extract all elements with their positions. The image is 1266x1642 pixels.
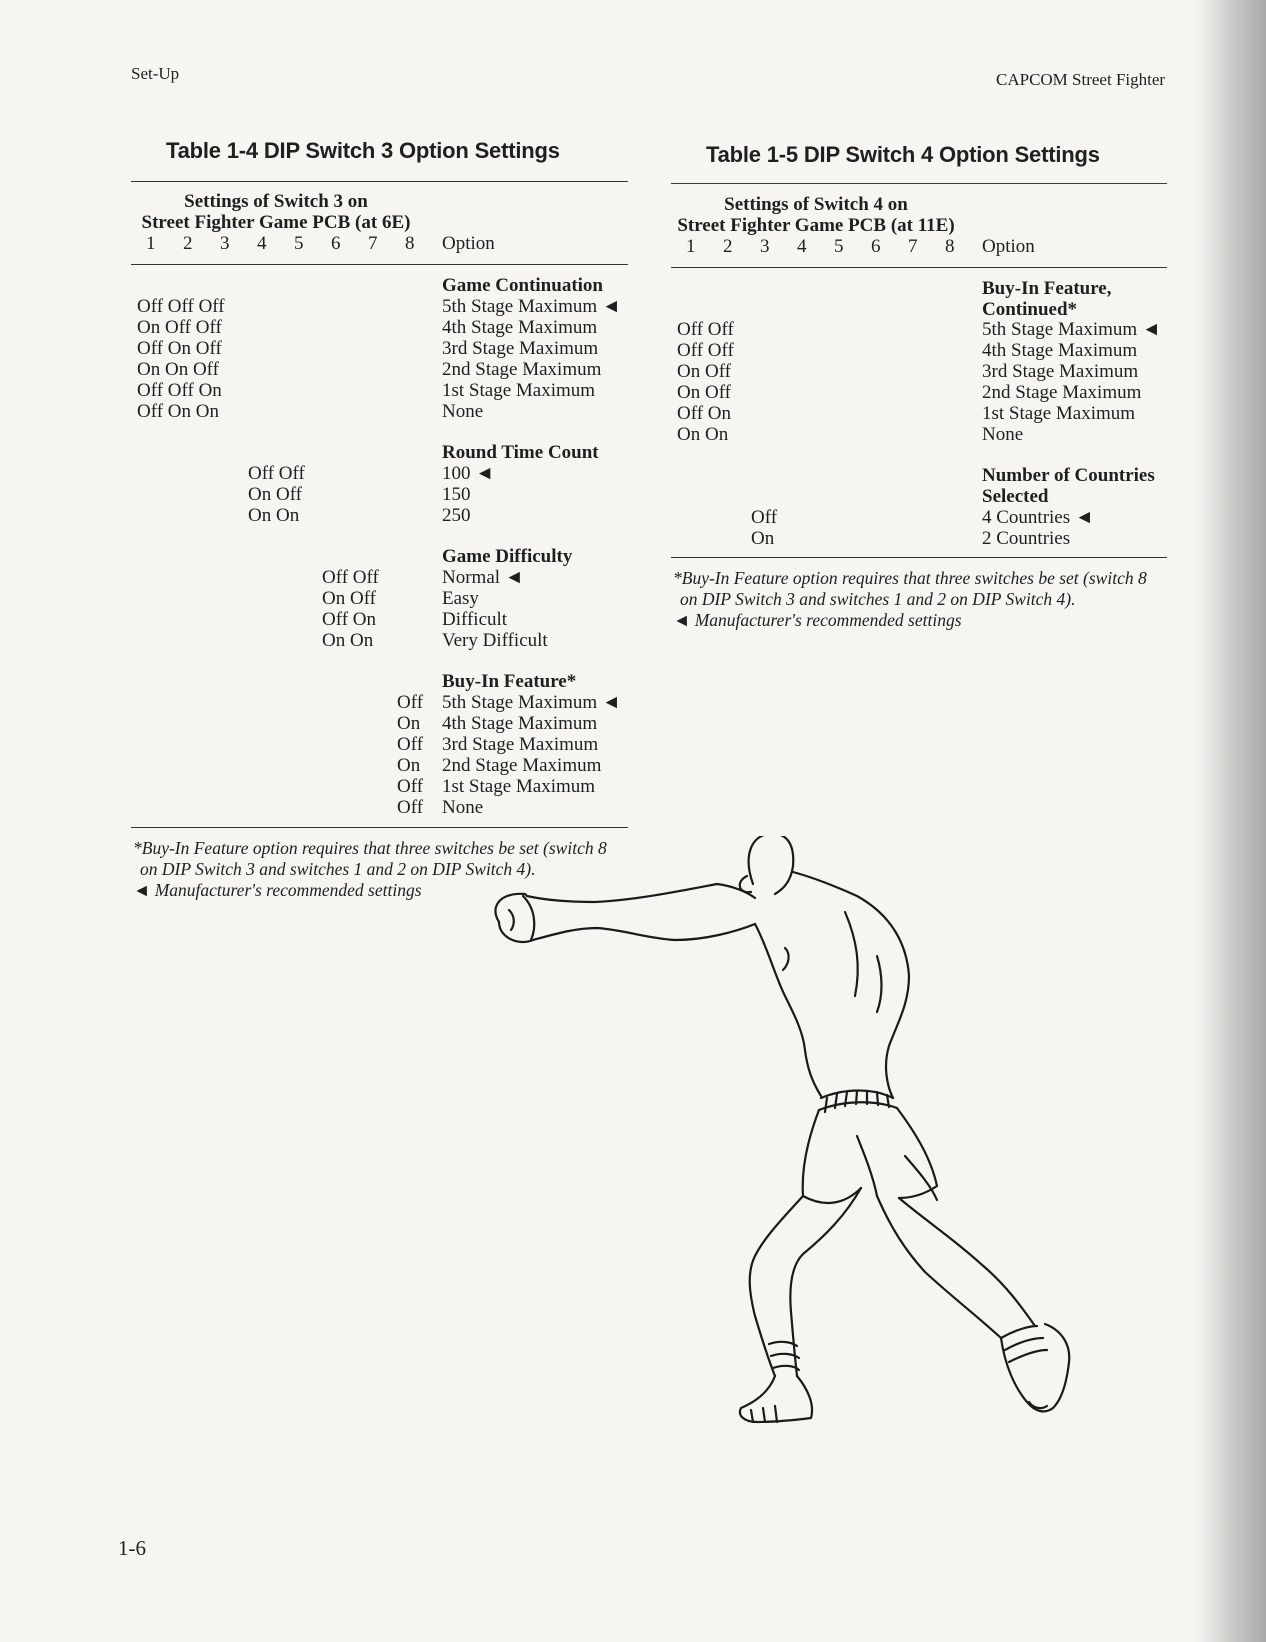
back-leg-inner bbox=[877, 1196, 1001, 1338]
fist-knuckle bbox=[509, 910, 514, 930]
arm-lower-line bbox=[499, 922, 755, 942]
table-1-5-settings-line2: Street Fighter Game PCB (at 11E) bbox=[677, 215, 955, 236]
section-title: Round Time Count bbox=[442, 442, 599, 463]
ankle-wraps bbox=[1001, 1326, 1047, 1362]
switch-setting: On Off bbox=[322, 588, 377, 609]
head-outline bbox=[749, 836, 794, 894]
running-header-left: Set-Up bbox=[131, 64, 180, 83]
switch-setting: Off bbox=[397, 734, 424, 755]
table-1-5-option-header: Option bbox=[982, 236, 1035, 257]
table-1-5-top-rule bbox=[671, 183, 1167, 184]
section-title: Game Difficulty bbox=[442, 546, 573, 567]
back-leg-outer bbox=[899, 1198, 1035, 1326]
switch-setting: Off bbox=[397, 776, 424, 797]
table-1-5-settings-line1: Settings of Switch 4 on bbox=[724, 194, 908, 215]
option-value: 5th Stage Maximum ◄ bbox=[982, 319, 1161, 340]
front-leg-inner bbox=[790, 1188, 861, 1376]
wrist-line bbox=[523, 896, 534, 940]
switch-number: 1 bbox=[146, 233, 156, 254]
switch-setting: On Off Off bbox=[137, 317, 222, 338]
toes-front bbox=[751, 1406, 777, 1422]
back-muscle bbox=[783, 948, 789, 970]
table-1-4-top-rule bbox=[131, 181, 628, 182]
option-value: 4th Stage Maximum bbox=[982, 340, 1138, 361]
switch-number: 4 bbox=[797, 236, 807, 257]
switch-number: 1 bbox=[686, 236, 696, 257]
switch-setting: On Off bbox=[248, 484, 303, 505]
section-title: Game Continuation bbox=[442, 275, 603, 296]
option-value: None bbox=[442, 797, 484, 818]
table-1-5-recommended-note: ◄ Manufacturer's recommended settings bbox=[673, 610, 962, 630]
table-1-5-title: Table 1-5 DIP Switch 4 Option Settings bbox=[706, 142, 1100, 167]
page-edge-shadow bbox=[1196, 0, 1266, 1642]
option-value: 150 bbox=[442, 484, 471, 505]
option-value: Normal ◄ bbox=[442, 567, 524, 588]
option-value: Very Difficult bbox=[442, 630, 548, 651]
table-1-4-settings-line1: Settings of Switch 3 on bbox=[184, 191, 368, 212]
shoulder-blade bbox=[845, 912, 858, 996]
section-title: Selected bbox=[982, 486, 1049, 507]
switch-setting: On bbox=[751, 528, 775, 549]
option-value: 1st Stage Maximum bbox=[982, 403, 1136, 424]
switch-number: 5 bbox=[834, 236, 844, 257]
switch-setting: Off Off bbox=[677, 340, 734, 361]
switch-setting: On Off bbox=[677, 382, 732, 403]
switch-setting: Off Off bbox=[677, 319, 734, 340]
switch-setting: Off On On bbox=[137, 401, 219, 422]
switch-number: 8 bbox=[945, 236, 955, 257]
table-1-4-footnote: on DIP Switch 3 and switches 1 and 2 on DIP Switch 4). bbox=[140, 859, 536, 879]
switch-number: 2 bbox=[183, 233, 193, 254]
section-title: Buy-In Feature* bbox=[442, 671, 577, 692]
option-value: 4th Stage Maximum bbox=[442, 317, 598, 338]
table-1-4-bottom-rule bbox=[131, 827, 628, 828]
back-right-contour bbox=[793, 872, 909, 1098]
option-value: 2nd Stage Maximum bbox=[982, 382, 1142, 403]
switch-setting: Off On Off bbox=[137, 338, 222, 359]
back-muscle bbox=[877, 956, 882, 1012]
switch-setting: On On bbox=[322, 630, 374, 651]
switch-number: 2 bbox=[723, 236, 733, 257]
option-value: Easy bbox=[442, 588, 479, 609]
switch-number: 6 bbox=[871, 236, 881, 257]
option-value: 5th Stage Maximum ◄ bbox=[442, 296, 621, 317]
table-1-4-option-header: Option bbox=[442, 233, 495, 254]
switch-number: 6 bbox=[331, 233, 341, 254]
switch-setting: Off Off bbox=[248, 463, 305, 484]
switch-setting: On On bbox=[677, 424, 729, 445]
option-value: Difficult bbox=[442, 609, 508, 630]
torso-left-contour bbox=[755, 924, 821, 1096]
switch-number: 7 bbox=[908, 236, 918, 257]
switch-setting: Off Off bbox=[322, 567, 379, 588]
option-value: 2nd Stage Maximum bbox=[442, 755, 602, 776]
switch-setting: Off bbox=[397, 692, 424, 713]
switch-setting: On On Off bbox=[137, 359, 219, 380]
table-1-4-header-rule bbox=[131, 264, 628, 265]
option-value: 1st Stage Maximum bbox=[442, 776, 596, 797]
table-1-5-footnote: on DIP Switch 3 and switches 1 and 2 on DIP Switch 4). bbox=[680, 589, 1076, 609]
shorts-right bbox=[897, 1108, 937, 1198]
fighter-illustration bbox=[485, 836, 1165, 1476]
switch-number: 3 bbox=[760, 236, 770, 257]
option-value: 1st Stage Maximum bbox=[442, 380, 596, 401]
option-value: 5th Stage Maximum ◄ bbox=[442, 692, 621, 713]
table-1-4-footnote: *Buy-In Feature option requires that three switches be set (switch 8 bbox=[133, 838, 607, 858]
section-title: Number of Countries bbox=[982, 465, 1155, 486]
page-number: 1-6 bbox=[118, 1536, 146, 1560]
option-value: 2nd Stage Maximum bbox=[442, 359, 602, 380]
option-value: 250 bbox=[442, 505, 471, 526]
switch-number: 3 bbox=[220, 233, 230, 254]
option-value: None bbox=[442, 401, 484, 422]
switch-setting: On bbox=[397, 713, 421, 734]
option-value: 3rd Stage Maximum bbox=[442, 338, 599, 359]
option-value: 4th Stage Maximum bbox=[442, 713, 598, 734]
section-title: Buy-In Feature, bbox=[982, 278, 1112, 299]
table-1-5-footnote: *Buy-In Feature option requires that three switches be set (switch 8 bbox=[673, 568, 1147, 588]
table-1-5-bottom-rule bbox=[671, 557, 1167, 558]
back-foot bbox=[1001, 1324, 1069, 1411]
table-1-4-title: Table 1-4 DIP Switch 3 Option Settings bbox=[166, 138, 560, 163]
switch-number: 5 bbox=[294, 233, 304, 254]
switch-setting: Off Off Off bbox=[137, 296, 225, 317]
table-1-4-settings-line2: Street Fighter Game PCB (at 6E) bbox=[141, 212, 411, 233]
switch-setting: Off On bbox=[677, 403, 732, 424]
switch-setting: Off bbox=[751, 507, 778, 528]
option-value: 100 ◄ bbox=[442, 463, 495, 484]
table-1-4-recommended-note: ◄ Manufacturer's recommended settings bbox=[133, 880, 422, 900]
switch-setting: Off On bbox=[322, 609, 377, 630]
waistband-bottom bbox=[819, 1102, 897, 1110]
option-value: 3rd Stage Maximum bbox=[442, 734, 599, 755]
switch-setting: On bbox=[397, 755, 421, 776]
shorts-left bbox=[803, 1110, 861, 1203]
switch-setting: On On bbox=[248, 505, 300, 526]
switch-number: 4 bbox=[257, 233, 267, 254]
section-title: Continued* bbox=[982, 299, 1078, 320]
switch-setting: Off bbox=[397, 797, 424, 818]
switch-number: 8 bbox=[405, 233, 415, 254]
switch-number: 7 bbox=[368, 233, 378, 254]
option-value: None bbox=[982, 424, 1024, 445]
switch-setting: Off Off On bbox=[137, 380, 222, 401]
option-value: 2 Countries bbox=[982, 528, 1071, 549]
option-value: 3rd Stage Maximum bbox=[982, 361, 1139, 382]
table-1-5-header-rule bbox=[671, 267, 1167, 268]
switch-setting: On Off bbox=[677, 361, 732, 382]
shorts-crease bbox=[857, 1136, 877, 1196]
running-header-right: CAPCOM Street Fighter bbox=[996, 70, 1166, 89]
option-value: 4 Countries ◄ bbox=[982, 507, 1094, 528]
